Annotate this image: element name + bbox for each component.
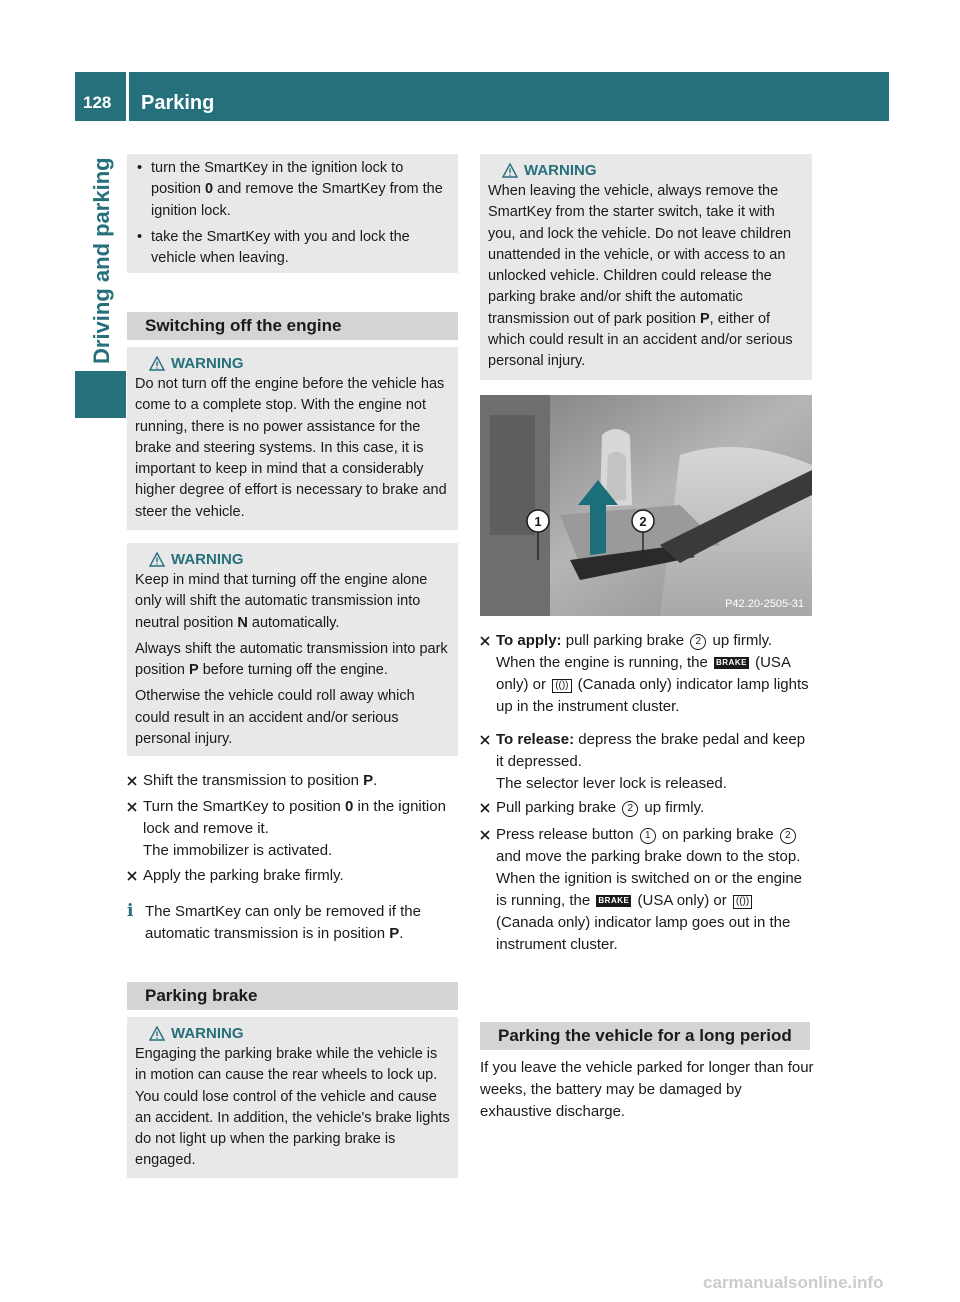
warning-label: WARNING <box>524 162 597 179</box>
step-apply-brake: Apply the parking brake firmly. <box>127 865 458 887</box>
step-arrow-icon <box>480 830 490 840</box>
section-heading-long-period: Parking the vehicle for a long period <box>480 1022 810 1050</box>
footer-watermark-url: carmanualsonline.info <box>703 1273 884 1292</box>
canada-brake-indicator-icon: (()) <box>552 679 571 693</box>
callout-2-icon: 2 <box>780 828 796 844</box>
photo-callout-1: 1 <box>534 514 542 529</box>
warning-triangle-icon <box>149 356 165 371</box>
header-divider <box>126 72 129 121</box>
brake-warning-icon: BRAKE <box>715 658 747 667</box>
callout-2-icon: 2 <box>690 634 706 650</box>
bullet-dot: • <box>137 228 143 245</box>
step-to-release: To release: depress the brake pedal and keep it depressed. The selector lever lock is released. <box>480 729 814 795</box>
step-arrow-icon <box>480 803 490 813</box>
canada-brake-indicator-icon: (()) <box>733 895 752 909</box>
step-turn-smartkey: Turn the SmartKey to position 0 in the ignition lock and remove it. The immobilizer is activated. <box>127 796 458 862</box>
step-press-release-button: Press release button 1 on parking brake 2 and move the parking brake down to the stop. When the ignition is switched on or the engine is running, the BRAKE (USA only) or (()) (Canada only) indicator lamp goes out in the instrument cluster. <box>480 824 814 956</box>
warning-text: Do not turn off the engine before the vehicle has come to a complete stop. With the engine not running, there is no power assistance for the brake and steering systems. In this case, it is important to keep in mind that a considerably higher degree of effort is necessary to brake and steer the vehicle. <box>135 376 447 520</box>
section-heading-switching-off: Switching off the engine <box>127 312 458 340</box>
warning-text-roll: Otherwise the vehicle could roll away which could result in an accident and/or serious personal injury. <box>135 688 415 748</box>
parking-brake-photo <box>480 395 812 616</box>
long-period-text: If you leave the vehicle parked for longer than four weeks, the battery may be damaged by exhaustive discharge. <box>480 1059 814 1120</box>
list-item: • turn the SmartKey in the ignition lock to position 0 and remove the SmartKey from the ignition lock. <box>137 160 443 219</box>
warning-box-leaving-vehicle <box>480 154 812 380</box>
step-arrow-icon <box>480 735 490 745</box>
step-arrow-icon <box>480 636 490 646</box>
warning-box-parking-brake <box>127 1017 458 1178</box>
warning-header <box>149 1023 450 1044</box>
bullet-dot: • <box>137 160 143 176</box>
info-note-smartkey: i The SmartKey can only be removed if the automatic transmission is in position P. <box>127 901 421 942</box>
page-title: Parking <box>141 92 215 114</box>
step-arrow-icon <box>127 802 137 812</box>
callout-2-icon: 2 <box>622 801 638 817</box>
warning-triangle-icon <box>149 552 165 567</box>
step-to-apply: To apply: pull parking brake 2 up firmly. When the engine is running, the BRAKE (USA only) or (()) (Canada only) indicator lamp lights up in the instrument cluster. <box>480 630 814 718</box>
parking-brake-illustration <box>480 395 812 616</box>
intro-bullets-box <box>127 154 458 273</box>
chapter-tab-marker <box>75 371 126 418</box>
step-arrow-icon <box>127 871 137 881</box>
info-icon: i <box>127 901 134 921</box>
intro-bullet-list <box>135 158 450 269</box>
warning-text-neutral: Keep in mind that turning off the engine alone only will shift the automatic transmission into neutral position N automatically. <box>135 572 428 631</box>
photo-callout-2: 2 <box>639 514 647 529</box>
step-shift-to-p: Shift the transmission to position P. <box>127 770 458 792</box>
warning-triangle-icon <box>149 1026 165 1041</box>
page-number: 128 <box>83 93 112 112</box>
list-item: • take the SmartKey with you and lock the vehicle when leaving. <box>137 228 410 267</box>
warning-text: When leaving the vehicle, always remove the SmartKey from the starter switch, take it with you, and lock the vehicle. Do not leave children unattended in the vehicle, or with access to an unlocked vehicle. Children could release the parking brake and/or shift the automatic transmission out of park position P, either of which could result in an accident and/or serious personal injury. <box>488 183 793 370</box>
warning-label: WARNING <box>171 1025 244 1042</box>
photo-reference-code: P42.20-2505-31 <box>725 598 804 610</box>
warning-label: WARNING <box>171 355 244 372</box>
warning-header <box>149 549 450 570</box>
warning-label: WARNING <box>171 551 244 568</box>
warning-header <box>149 353 450 374</box>
chapter-side-tab: Driving and parking <box>89 157 114 364</box>
warning-triangle-icon <box>502 163 518 178</box>
warning-box-engine-off <box>127 347 458 530</box>
callout-1-icon: 1 <box>640 828 656 844</box>
section-heading-parking-brake: Parking brake <box>127 982 458 1010</box>
warning-box-transmission <box>127 543 458 756</box>
warning-header <box>502 160 804 181</box>
warning-text: Engaging the parking brake while the vehicle is in motion can cause the rear wheels to lock up. You could lose control of the vehicle and cause an accident. In addition, the vehicle's brake lights do not light up when the parking brake is engaged. <box>135 1046 450 1169</box>
step-arrow-icon <box>127 776 137 786</box>
brake-warning-icon: BRAKE <box>598 896 630 905</box>
step-pull-brake: Pull parking brake 2 up firmly. <box>480 797 814 819</box>
warning-text-park: Always shift the automatic transmission into park position P before turning off the engine. <box>135 640 448 679</box>
